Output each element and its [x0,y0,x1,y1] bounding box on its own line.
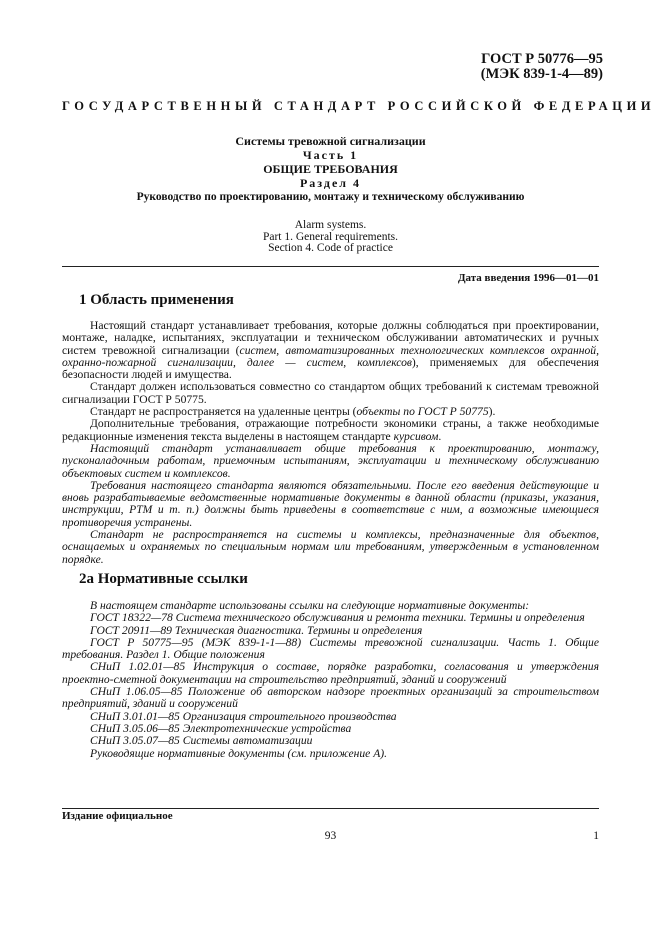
footer-divider [62,808,599,809]
paragraph: Дополнительные требования, отражающие потребности экономики страны, а также необходимые редакционные изменения текста выделены в настоящем стандарте курсивом. [62,417,599,443]
document-code-block [481,52,603,82]
english-title-line: Alarm systems. [294,219,367,231]
reference-item: Руководящие нормативные документы (см. приложение А). [90,746,388,760]
reference-item: ГОСТ 20911—89 Техническая диагностика. Термины и определения [90,623,423,637]
english-title-line: Part 1. General requirements. [262,230,399,243]
title-guide: Руководство по проектированию, монтажу и техническому обслуживанию [136,191,525,203]
references-intro: В настоящем стандарте использованы ссылки на следующие нормативные документы: [90,599,530,612]
reference-item: СНиП 1.06.05—85 Положение об авторском надзоре проектных организаций за строительством предприятий, зданий и сооружений [62,685,599,711]
scope-heading: 1 Область применения [79,292,234,308]
paragraph: Стандарт не распространяется на удаленные центры (объекты по ГОСТ Р 50775). [90,405,496,419]
introduction-date: Дата введения 1996—01—01 [457,272,599,284]
state-standard-banner: ГОСУДАРСТВЕННЫЙ СТАНДАРТ РОССИЙСКОЙ ФЕДЕРАЦИИ [62,99,656,113]
paragraph: Стандарт должен использоваться совместно со стандартом общих требований к системам тревожной сигнализации ГОСТ Р 50775. [62,380,599,406]
reference-item: СНиП 1.02.01—85 Инструкция о составе, порядке разработки, согласования и утверждения проектно-сметной документации на строительство предприятий, зданий и сооружений [62,660,599,686]
header-divider [62,266,599,267]
gost-code: ГОСТ Р 50776—95 [481,51,603,67]
title-systems: Системы тревожной сигнализации [235,134,426,148]
scope-section [62,320,599,566]
reference-item: СНиП 3.05.07—85 Системы автоматизации [90,734,313,748]
reference-item: ГОСТ Р 50775—95 (МЭК 839-1-1—88) Системы тревожной сигнализации. Часть 1. Общие требования. Раздел 1. Общие положения [62,635,599,662]
title-part: Часть 1 [302,148,359,162]
paragraph: Требования настоящего стандарта являются обязательными. После его введения действующие и вновь разрабатываемые ведомственные нормативные документы в данной области (приказы, указания, инструкции, РТМ и т. п.) должны быть приведены в соответствие с ним, а возможные имеющиеся противоречия устранены. [62,478,599,529]
reference-item: ГОСТ 18322—78 Система технического обслуживания и ремонта техники. Термины и определения [90,611,585,625]
reference-item: СНиП 3.05.06—85 Электротехнические устройства [90,721,352,735]
title-section: Раздел 4 [299,176,362,190]
english-title-line: Section 4. Code of practice [268,242,393,254]
references-section [62,600,599,760]
paragraph: Настоящий стандарт устанавливает требования, которые должны соблюдаться при проектировании, монтаже, наладке, испытаниях, эксплуатации и техническом обслуживании автоматических и ручных систем тревожной сигнализации (систем, автоматизированных технологических комплексов охранной, охранно-пожарной сигнализации, далее — систем, комплексов), применяемых для обеспечения безопасности людей и имущества. [62,319,599,382]
title-general-requirements: ОБЩИЕ ТРЕБОВАНИЯ [263,162,398,176]
official-edition-label: Издание официальное [62,810,173,822]
iec-code: (МЭК 839-1-4—89) [480,66,603,82]
paragraph: Настоящий стандарт устанавливает общие требования к проектированию, монтажу, пусконаладочным работам, приемочным испытаниям, эксплуатации и техническому обслуживанию объектовых систем и комплексов. [62,441,599,480]
corner-number: 1 [593,830,599,842]
reference-item: СНиП 3.01.01—85 Организация строительного производства [90,709,397,723]
english-title [62,220,599,255]
page-number: 93 [324,830,337,842]
paragraph: Стандарт не распространяется на системы и комплексы, предназначенные для объектов, оснащаемых и охраняемых по специальным нормам или требованиям, утвержденным в установленном порядке. [62,528,599,566]
references-heading: 2а Нормативные ссылки [79,571,248,587]
